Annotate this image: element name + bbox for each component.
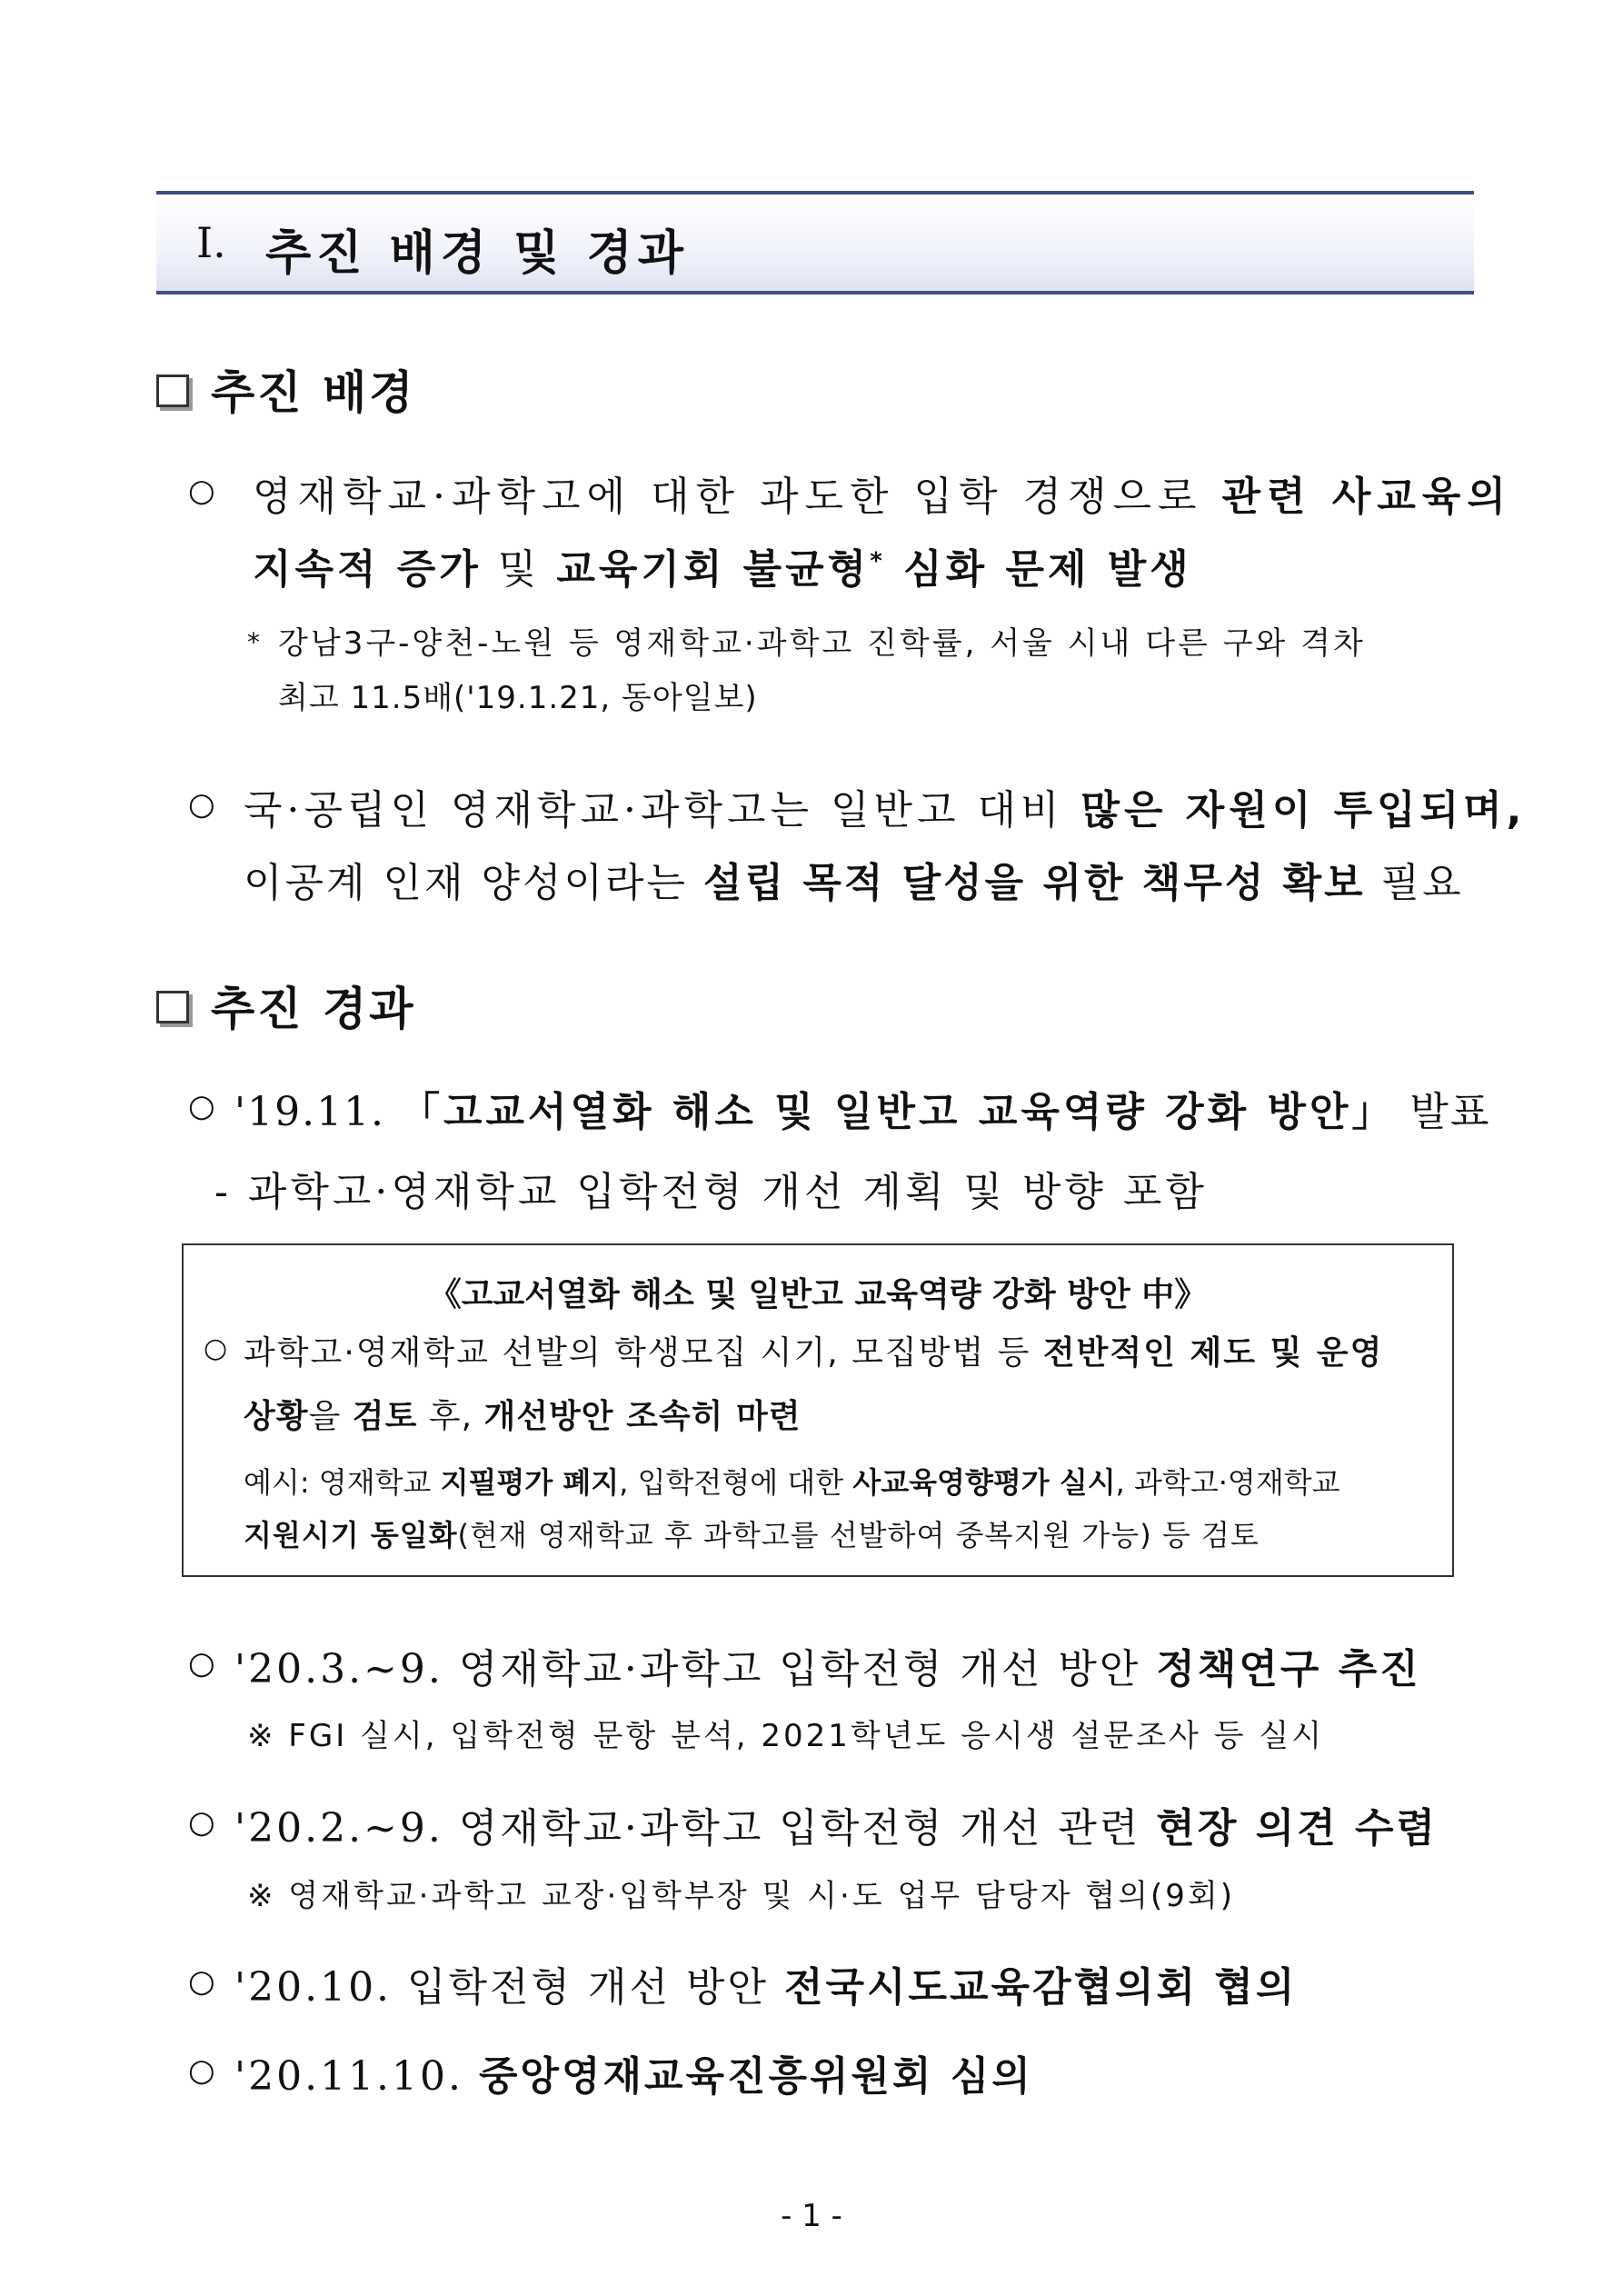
progress-note: ※ 영재학교·과학고 교장·입학부장 및 시·도 업무 담당자 협의(9회) xyxy=(247,1878,1235,1914)
progress-note: ※ FGI 실시, 입학전형 문항 분석, 2021학년도 응시생 설문조사 등 실시 xyxy=(247,1718,1325,1754)
bullet-circle-icon: ○ xyxy=(188,1088,215,1124)
section-header-progress xyxy=(156,973,416,1038)
quote-line: 상황을 검토 후, 개선방안 조속히 마련 xyxy=(244,1398,802,1435)
checkbox-square-icon xyxy=(156,991,189,1023)
bullet-circle-icon: ○ xyxy=(188,786,215,823)
quote-example-line: 예시: 영재학교 지필평가 폐지, 입학전형에 대한 사교육영향평가 실시, 과학고·영재학교 xyxy=(244,1465,1340,1500)
quote-line: 과학고·영재학교 선발의 학생모집 시기, 모집방법 등 전반적인 제도 및 운영 xyxy=(244,1334,1384,1372)
chapter-banner xyxy=(156,191,1474,294)
paragraph-line: 지속적 증가 및 교육기회 불균형* 심화 문제 발생 xyxy=(253,546,1192,593)
section-header-background xyxy=(156,356,416,422)
paragraph-line: 영재학교·과학고에 대한 과도한 입학 경쟁으로 관련 사교육의 xyxy=(253,474,1512,520)
progress-item: '20.10. 입학전형 개선 방안 전국시도교육감협의회 협의 xyxy=(234,1964,1298,2011)
chapter-number: I. xyxy=(196,218,226,267)
footnote-line: 강남3구-양천-노원 등 영재학교·과학고 진학률, 서울 시내 다른 구와 격차 xyxy=(278,625,1366,662)
quoted-policy-box xyxy=(182,1243,1454,1577)
section-title: 추진 경과 xyxy=(211,983,416,1035)
chapter-title: 추진 배경 및 경과 xyxy=(265,226,689,281)
bullet-circle-icon: ○ xyxy=(188,2052,215,2089)
bullet-circle-icon: ○ xyxy=(188,1645,215,1682)
footnote-mark: * xyxy=(247,627,261,657)
paragraph-line: 국·공립인 영재학교·과학고는 일반고 대비 많은 자원이 투입되며, xyxy=(244,787,1527,834)
section-title: 추진 배경 xyxy=(211,366,416,419)
checkbox-square-icon xyxy=(156,374,189,407)
bullet-circle-icon: ○ xyxy=(188,1804,215,1841)
bullet-circle-icon: ○ xyxy=(188,473,215,509)
progress-item: '20.2.~9. 영재학교·과학고 입학전형 개선 관련 현장 의견 수렴 xyxy=(234,1805,1439,1852)
quote-title: 《고교서열화 해소 및 일반고 교육역량 강화 방안 中》 xyxy=(428,1276,1208,1313)
progress-item: '19.11. 「고교서열화 해소 및 일반고 교육역량 강화 방안」 발표 xyxy=(234,1089,1491,1135)
footnote-line: 최고 11.5배('19.1.21, 동아일보) xyxy=(278,680,758,716)
page-number: - 1 - xyxy=(781,2198,842,2234)
quote-example-line: 지원시기 동일화(현재 영재학교 후 과학고를 선발하여 중복지원 가능) 등 검토 xyxy=(244,1518,1260,1552)
bullet-circle-icon: ○ xyxy=(204,1333,228,1364)
progress-item: '20.3.~9. 영재학교·과학고 입학전형 개선 방안 정책연구 추진 xyxy=(234,1646,1421,1692)
progress-subitem: - 과학고·영재학교 입학전형 개선 계획 및 방향 포함 xyxy=(214,1169,1208,1215)
bullet-circle-icon: ○ xyxy=(188,1963,215,2000)
paragraph-line: 이공계 인재 양성이라는 설립 목적 달성을 위한 책무성 확보 필요 xyxy=(244,860,1464,906)
progress-item: '20.11.10. 중앙영재교육진흥위원회 심의 xyxy=(234,2053,1033,2100)
